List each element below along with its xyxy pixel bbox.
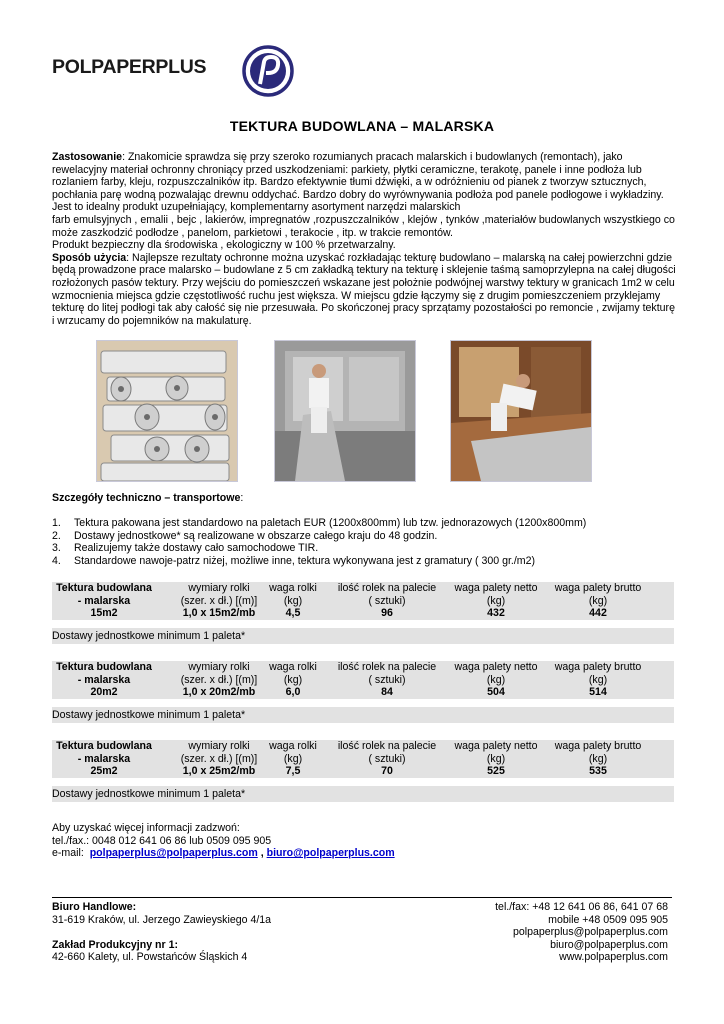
details-list (52, 517, 678, 567)
spec-count-value: 96 (381, 607, 393, 620)
spec-dims-value: 1,0 x 20m2/mb (182, 686, 256, 699)
spec-gap (52, 778, 674, 786)
list-item-text: Realizujemy także dostawy cało samochodowe TIR. (74, 542, 319, 555)
spec-weight-value: 7,5 (285, 765, 301, 778)
spec-gap (52, 699, 674, 707)
spec-gap (52, 620, 674, 628)
spec-product-line1: Tektura budowlana (56, 582, 152, 594)
usage-paragraph-cont: farb emulsyjnych , emalii , bejc , lakierów, impregnatów ,rozpuszczalników , klejów , tynków ,materiałów budowlanych wszystkiego co może zaszkodzić podłodze , panelom, parkietowi , terakocie , itp. w trakcie remontów. (52, 213, 675, 239)
logo-text: POLPAPERPLUS (52, 56, 207, 78)
spec-count-label: ilość rolek na palecie (337, 661, 437, 673)
spec-net-label: waga palety netto (454, 582, 538, 594)
spec-net-unit: (kg) (486, 752, 506, 765)
method-text: : Najlepsze rezultaty ochronne można uzyskać rozkładając tekturę budowlano – malarską na całej powierzchni gdzie będą prowadzone prace malarsko – budowlane z 5 cm zakładką tektury na tekturę i sklejenie taśmą samoprzylepna na całej długości rozłożonych pasów tektury. Przy wejściu do pomieszczeń wskazane jest położnie podwójnej warstwy tektury w granicach 1m2 w celu wzmocnienia miejsca gdzie częstotliwość ruchu jest większa. W miejscu gdzie łączymy się z drugim pomieszczeniem przyklejamy tekturę do litej podłogi tak aby całość się nie przesuwała. Po skończonej pracy sprzątamy pozostałości po remoncie , zwijamy tekturę i wrzucamy do pojemników na makulaturę. (52, 251, 676, 327)
details-heading-text: Szczegóły techniczno – transportowe (52, 492, 241, 504)
office-address: 31-619 Kraków, ul. Jerzego Zawieyskiego 4/1a (52, 913, 272, 926)
list-item (52, 530, 678, 543)
spec-note: Dostawy jednostkowe minimum 1 paleta* (52, 630, 246, 642)
method-label: Sposób użycia (52, 251, 127, 264)
spec-count-unit: ( sztuki) (368, 752, 406, 765)
spec-count-unit: ( sztuki) (368, 594, 406, 607)
plant-address: 42-660 Kalety, ul. Powstańców Śląskich 4 (52, 951, 248, 964)
contact-phone: tel./fax.: 0048 012 641 06 86 lub 0509 095 905 (52, 834, 272, 847)
spec-product-line1: Tektura budowlana (56, 740, 152, 752)
footer-phone: tel./fax: +48 12 641 06 86, 641 07 68 (495, 901, 668, 913)
spec-weight (264, 661, 322, 699)
email-separator: , (257, 847, 267, 860)
spec-block-20m2 (52, 661, 674, 723)
spec-gross-unit: (kg) (588, 752, 608, 765)
footer-mobile: mobile +48 0509 095 905 (548, 913, 668, 926)
spec-size: 15m2 (90, 607, 118, 620)
worker-unrolling-photo (274, 340, 416, 482)
list-item-text: Dostawy jednostkowe* są realizowane w obszarze całego kraju do 48 godzin. (74, 529, 438, 542)
list-item-number: 1. (52, 517, 61, 529)
spec-note: Dostawy jednostkowe minimum 1 paleta* (52, 709, 246, 721)
spec-gross-unit: (kg) (588, 673, 608, 686)
list-item-number: 2. (52, 529, 61, 542)
spec-net-value: 525 (487, 765, 505, 778)
footer-website: www.polpaperplus.com (559, 951, 668, 964)
spec-dims-unit: (szer. x dł.) [(m)] (180, 594, 258, 607)
spec-weight (264, 582, 322, 620)
spec-gross-value: 514 (589, 686, 607, 699)
intro-section (52, 151, 678, 327)
worker-laying-photo (450, 340, 592, 482)
list-item (52, 542, 678, 555)
spec-weight-value: 6,0 (285, 686, 301, 699)
spec-size: 25m2 (90, 765, 118, 778)
spec-count (328, 582, 446, 620)
spec-count (328, 740, 446, 778)
footer-email-2: biuro@polpaperplus.com (550, 938, 668, 951)
spec-gross (546, 582, 650, 620)
spec-note: Dostawy jednostkowe minimum 1 paleta* (52, 788, 246, 800)
email-label: e-mail: (52, 847, 90, 860)
footer-addresses (52, 901, 271, 964)
spec-gross-label: waga palety brutto (554, 582, 642, 594)
spec-net-value: 432 (487, 607, 505, 620)
spec-net-label: waga palety netto (454, 661, 538, 673)
company-logo (50, 44, 295, 98)
spec-gross-unit: (kg) (588, 594, 608, 607)
spec-gross-label: waga palety brutto (554, 740, 642, 752)
spec-count-label: ilość rolek na palecie (337, 740, 437, 752)
spec-dims-label: wymiary rolki (188, 582, 250, 594)
spec-size: 20m2 (90, 686, 118, 699)
spec-dims-unit: (szer. x dł.) [(m)] (180, 673, 258, 686)
spec-count-unit: ( sztuki) (368, 673, 406, 686)
email-link-biuro[interactable]: biuro@polpaperplus.com (266, 847, 395, 860)
spec-weight-value: 4,5 (285, 607, 301, 620)
spec-net-unit: (kg) (486, 673, 506, 686)
list-item-number: 3. (52, 542, 61, 555)
office-label: Biuro Handlowe: (52, 901, 137, 913)
details-heading-colon: : (240, 492, 244, 504)
spec-product-line1: Tektura budowlana (56, 661, 152, 673)
spec-weight-unit: (kg) (283, 594, 303, 607)
spec-block-25m2 (52, 740, 674, 802)
spec-net (446, 740, 546, 778)
spec-weight-label: waga rolki (269, 661, 317, 673)
spec-product (52, 740, 156, 778)
usage-paragraph (52, 151, 678, 214)
list-item-text: Standardowe nawoje-patrz niżej, możliwe inne, tektura wykonywana jest z gramatury ( 300 gr./m2) (74, 554, 536, 567)
footer-divider (52, 897, 672, 898)
contact-email-line (52, 847, 395, 860)
method-paragraph (52, 252, 678, 328)
list-item (52, 517, 678, 530)
usage-text: : Znakomicie sprawdza się przy szeroko rozumianych pracach malarskich i budowlanych (remontach), jako rewelacyjny materiał ochronny chroniący przed uszkodzeniami: parkiety, płytki ceramiczne, terakotę, panele i inne podłoża lub rozlaniem farby, kleju, rozpuszczalników itp. Bardzo efektywnie tłumi dźwięki, a w odróżnieniu od pianek z tworzyw sztucznych, pochłania parę wodną pozwalając drewnu oddychać. Bardzo dobry do wyrównywania podłoża pod panele podłogowe i wykładziny. Jest to idealny produkt uzupełniający, komplementarny asortyment narzędzi malarskich (52, 151, 664, 214)
spec-dims (170, 582, 268, 620)
spec-count-value: 70 (381, 765, 393, 778)
spec-gross-value: 535 (589, 765, 607, 778)
spec-dims-label: wymiary rolki (188, 740, 250, 752)
spec-product (52, 661, 156, 699)
spec-product-line2: - malarska (77, 752, 131, 765)
plant-label: Zakład Produkcyjny nr 1: (52, 938, 178, 951)
spec-count (328, 661, 446, 699)
spec-weight-unit: (kg) (283, 752, 303, 765)
footer-email-1: polpaperplus@polpaperplus.com (512, 926, 668, 939)
logo-emblem-icon (241, 44, 295, 98)
spec-weight-label: waga rolki (269, 740, 317, 752)
spec-product (52, 582, 156, 620)
spec-dims-label: wymiary rolki (188, 661, 250, 673)
spec-gross-value: 442 (589, 607, 607, 620)
usage-label: Zastosowanie (52, 151, 123, 163)
document-title: TEKTURA BUDOWLANA – MALARSKA (229, 118, 495, 134)
spec-net-label: waga palety netto (454, 740, 538, 752)
list-item (52, 555, 678, 568)
details-heading (52, 492, 243, 504)
list-item-number: 4. (52, 554, 61, 567)
spec-gross-label: waga palety brutto (554, 661, 642, 673)
spec-product-line2: - malarska (77, 594, 131, 607)
spec-net (446, 661, 546, 699)
spec-net-value: 504 (487, 686, 505, 699)
spec-weight-unit: (kg) (283, 673, 303, 686)
spec-weight (264, 740, 322, 778)
spec-count-value: 84 (381, 686, 393, 699)
spec-count-label: ilość rolek na palecie (337, 582, 437, 594)
spec-dims (170, 661, 268, 699)
spec-block-15m2 (52, 582, 674, 644)
spec-dims-value: 1,0 x 15m2/mb (182, 607, 256, 620)
spec-gross (546, 661, 650, 699)
eco-text: Produkt bezpieczny dla środowiska , ekologiczny w 100 % przetwarzalny. (52, 239, 396, 252)
footer-contacts (495, 901, 668, 964)
spec-dims-value: 1,0 x 25m2/mb (182, 765, 256, 778)
spec-net (446, 582, 546, 620)
spec-gross (546, 740, 650, 778)
spec-product-line2: - malarska (77, 673, 131, 686)
contact-line1: Aby uzyskać więcej informacji zadzwoń: (52, 822, 240, 834)
spec-dims (170, 740, 268, 778)
spec-weight-label: waga rolki (269, 582, 317, 594)
email-link-polpaperplus[interactable]: polpaperplus@polpaperplus.com (89, 847, 258, 860)
rolls-photo (96, 340, 238, 482)
list-item-text: Tektura pakowana jest standardowo na paletach EUR (1200x800mm) lub tzw. jednorazowych (1200x800mm) (74, 517, 587, 529)
spec-net-unit: (kg) (486, 594, 506, 607)
contact-section (52, 822, 395, 860)
spec-dims-unit: (szer. x dł.) [(m)] (180, 752, 258, 765)
